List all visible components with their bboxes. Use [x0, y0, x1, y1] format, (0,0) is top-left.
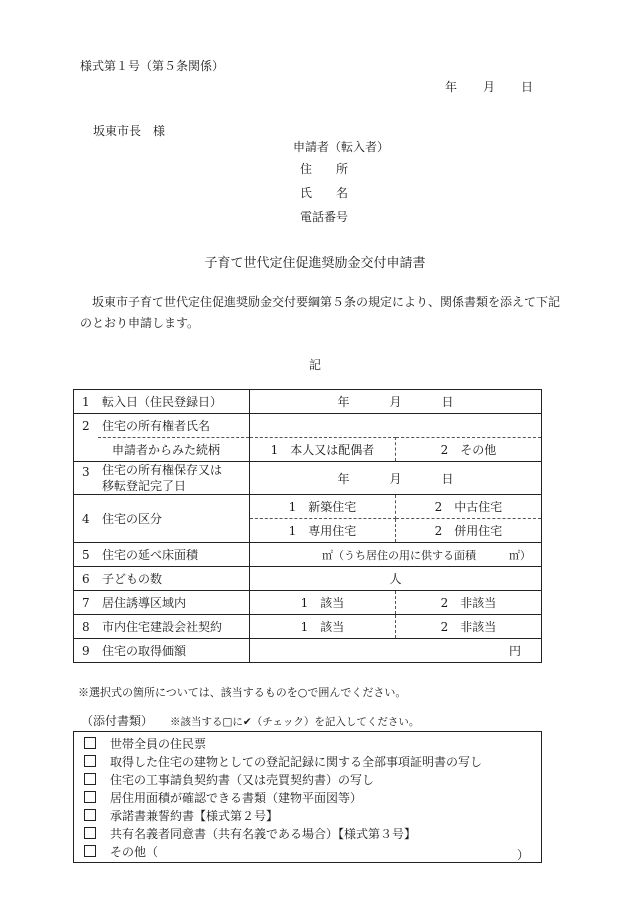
table-row: [74, 567, 542, 591]
row-label: 居住誘導区域内: [98, 591, 250, 615]
row-label: [98, 462, 250, 495]
checkbox[interactable]: [84, 845, 96, 857]
table-row: [74, 591, 542, 615]
row-label: 転入日（住民登録日）: [98, 390, 250, 414]
attachments-list: [73, 731, 542, 863]
list-item-label: 共有名義者同意書（共有名義である場合）【様式第３号】: [110, 827, 417, 841]
body-text: 坂東市子育て世代定住促進奨励金交付要綱第５条の規定により、関係書類を添えて下記のとおり申請します。: [80, 295, 561, 330]
list-item: [84, 843, 158, 860]
day-label: 日: [441, 395, 454, 409]
row-number: 5: [74, 543, 99, 567]
list-item: [84, 807, 278, 824]
table-row: [74, 390, 542, 414]
list-item: [84, 735, 206, 752]
year-label: 年: [337, 395, 350, 409]
relation-option-1[interactable]: 1 本人又は配偶者: [250, 438, 396, 462]
house-type-option-combined[interactable]: 2 併用住宅: [396, 519, 542, 543]
table-row: [74, 438, 542, 462]
date-year: 年: [445, 80, 458, 94]
list-item: [84, 753, 482, 770]
list-item: [84, 771, 374, 788]
table-row: [74, 639, 542, 663]
list-item-label: その他（: [110, 845, 159, 859]
checkbox[interactable]: [84, 755, 96, 767]
row-label: 子どもの数: [98, 567, 250, 591]
row-sublabel: 申請者からみた続柄: [98, 438, 250, 462]
month-label: 月: [389, 471, 402, 486]
table-row: [74, 462, 542, 495]
row-number: 4: [74, 495, 99, 543]
table-row: [74, 414, 542, 438]
row-label-line1: 住宅の所有権保存又は: [102, 463, 223, 477]
checkbox[interactable]: [84, 827, 96, 839]
house-type-option-new[interactable]: 1 新築住宅: [250, 495, 396, 519]
date-day: 日: [521, 80, 534, 94]
relation-option-2[interactable]: 2 その他: [396, 438, 542, 462]
house-type-option-used[interactable]: 2 中古住宅: [396, 495, 542, 519]
row-number: 8: [74, 615, 99, 639]
date-line: [445, 78, 533, 95]
application-table: [73, 389, 542, 663]
row-number: 9: [74, 639, 99, 663]
builder-option-no[interactable]: 2 非該当: [396, 615, 542, 639]
selection-note: ※選択式の箇所については、該当するものを○で囲んでください。: [78, 686, 407, 699]
list-item: [84, 789, 362, 806]
registration-date-field[interactable]: [250, 462, 542, 495]
table-row: [74, 615, 542, 639]
list-item-label: 居住用面積が確認できる書類（建物平面図等）: [110, 791, 363, 805]
row-number: 7: [74, 591, 99, 615]
builder-option-yes[interactable]: 1 該当: [250, 615, 396, 639]
day-label: 日: [441, 471, 454, 486]
addressee: 坂東市長 様: [93, 124, 166, 138]
list-item-label: 住宅の工事請負契約書（又は売買契約書）の写し: [110, 773, 375, 787]
ki-heading: 記: [308, 358, 321, 372]
checkbox[interactable]: [84, 737, 96, 749]
document-title: 子育て世代定住促進奨励金交付申請書: [204, 256, 426, 271]
row-number: 2: [74, 414, 99, 462]
row-label: 住宅の区分: [98, 495, 250, 543]
attachments-heading: （添付書類）: [81, 714, 154, 728]
children-count-field[interactable]: 人: [250, 567, 542, 591]
list-item-label: 承諾書兼誓約書【様式第２号】: [110, 809, 279, 823]
row-label: 住宅の所有権者氏名: [98, 414, 250, 438]
list-item-label: 世帯全員の住民票: [110, 737, 207, 751]
table-row: [74, 495, 542, 519]
row-label: 住宅の延べ床面積: [98, 543, 250, 567]
row-number: 3: [74, 462, 99, 495]
checkbox[interactable]: [84, 791, 96, 803]
row-label: 住宅の取得価額: [98, 639, 250, 663]
row-label-line2: 移転登記完了日: [102, 479, 187, 493]
checkbox[interactable]: [84, 809, 96, 821]
owner-name-field[interactable]: [250, 414, 542, 438]
row-number: 1: [74, 390, 99, 414]
date-month: 月: [483, 80, 496, 94]
table-row: [74, 543, 542, 567]
year-label: 年: [337, 471, 350, 486]
month-label: 月: [389, 395, 402, 409]
list-item: [84, 825, 416, 842]
house-type-option-exclusive[interactable]: 1 専用住宅: [250, 519, 396, 543]
list-item-label: 取得した住宅の建物としての登記記録に関する全部事項証明書の写し: [110, 755, 483, 769]
acquisition-price-field[interactable]: 円: [250, 639, 542, 663]
floor-area-field[interactable]: ㎡（うち居住の用に供する面積 ㎡）: [250, 543, 542, 567]
applicant-title: 申請者（転入者）: [293, 140, 390, 154]
other-close-paren: ）: [516, 848, 529, 862]
row-label: 市内住宅建設会社契約: [98, 615, 250, 639]
applicant-address-label: 住 所: [300, 162, 349, 176]
applicant-phone-label: 電話番号: [300, 210, 349, 224]
move-in-date-field[interactable]: [250, 390, 542, 414]
zone-option-yes[interactable]: 1 該当: [250, 591, 396, 615]
applicant-name-label: 氏 名: [300, 186, 349, 200]
checkbox[interactable]: [84, 773, 96, 785]
row-number: 6: [74, 567, 99, 591]
attachments-instruction: ※該当する□に✔（チェック）を記入してください。: [170, 716, 420, 728]
zone-option-no[interactable]: 2 非該当: [396, 591, 542, 615]
form-number: 様式第１号（第５条関係）: [80, 59, 225, 73]
